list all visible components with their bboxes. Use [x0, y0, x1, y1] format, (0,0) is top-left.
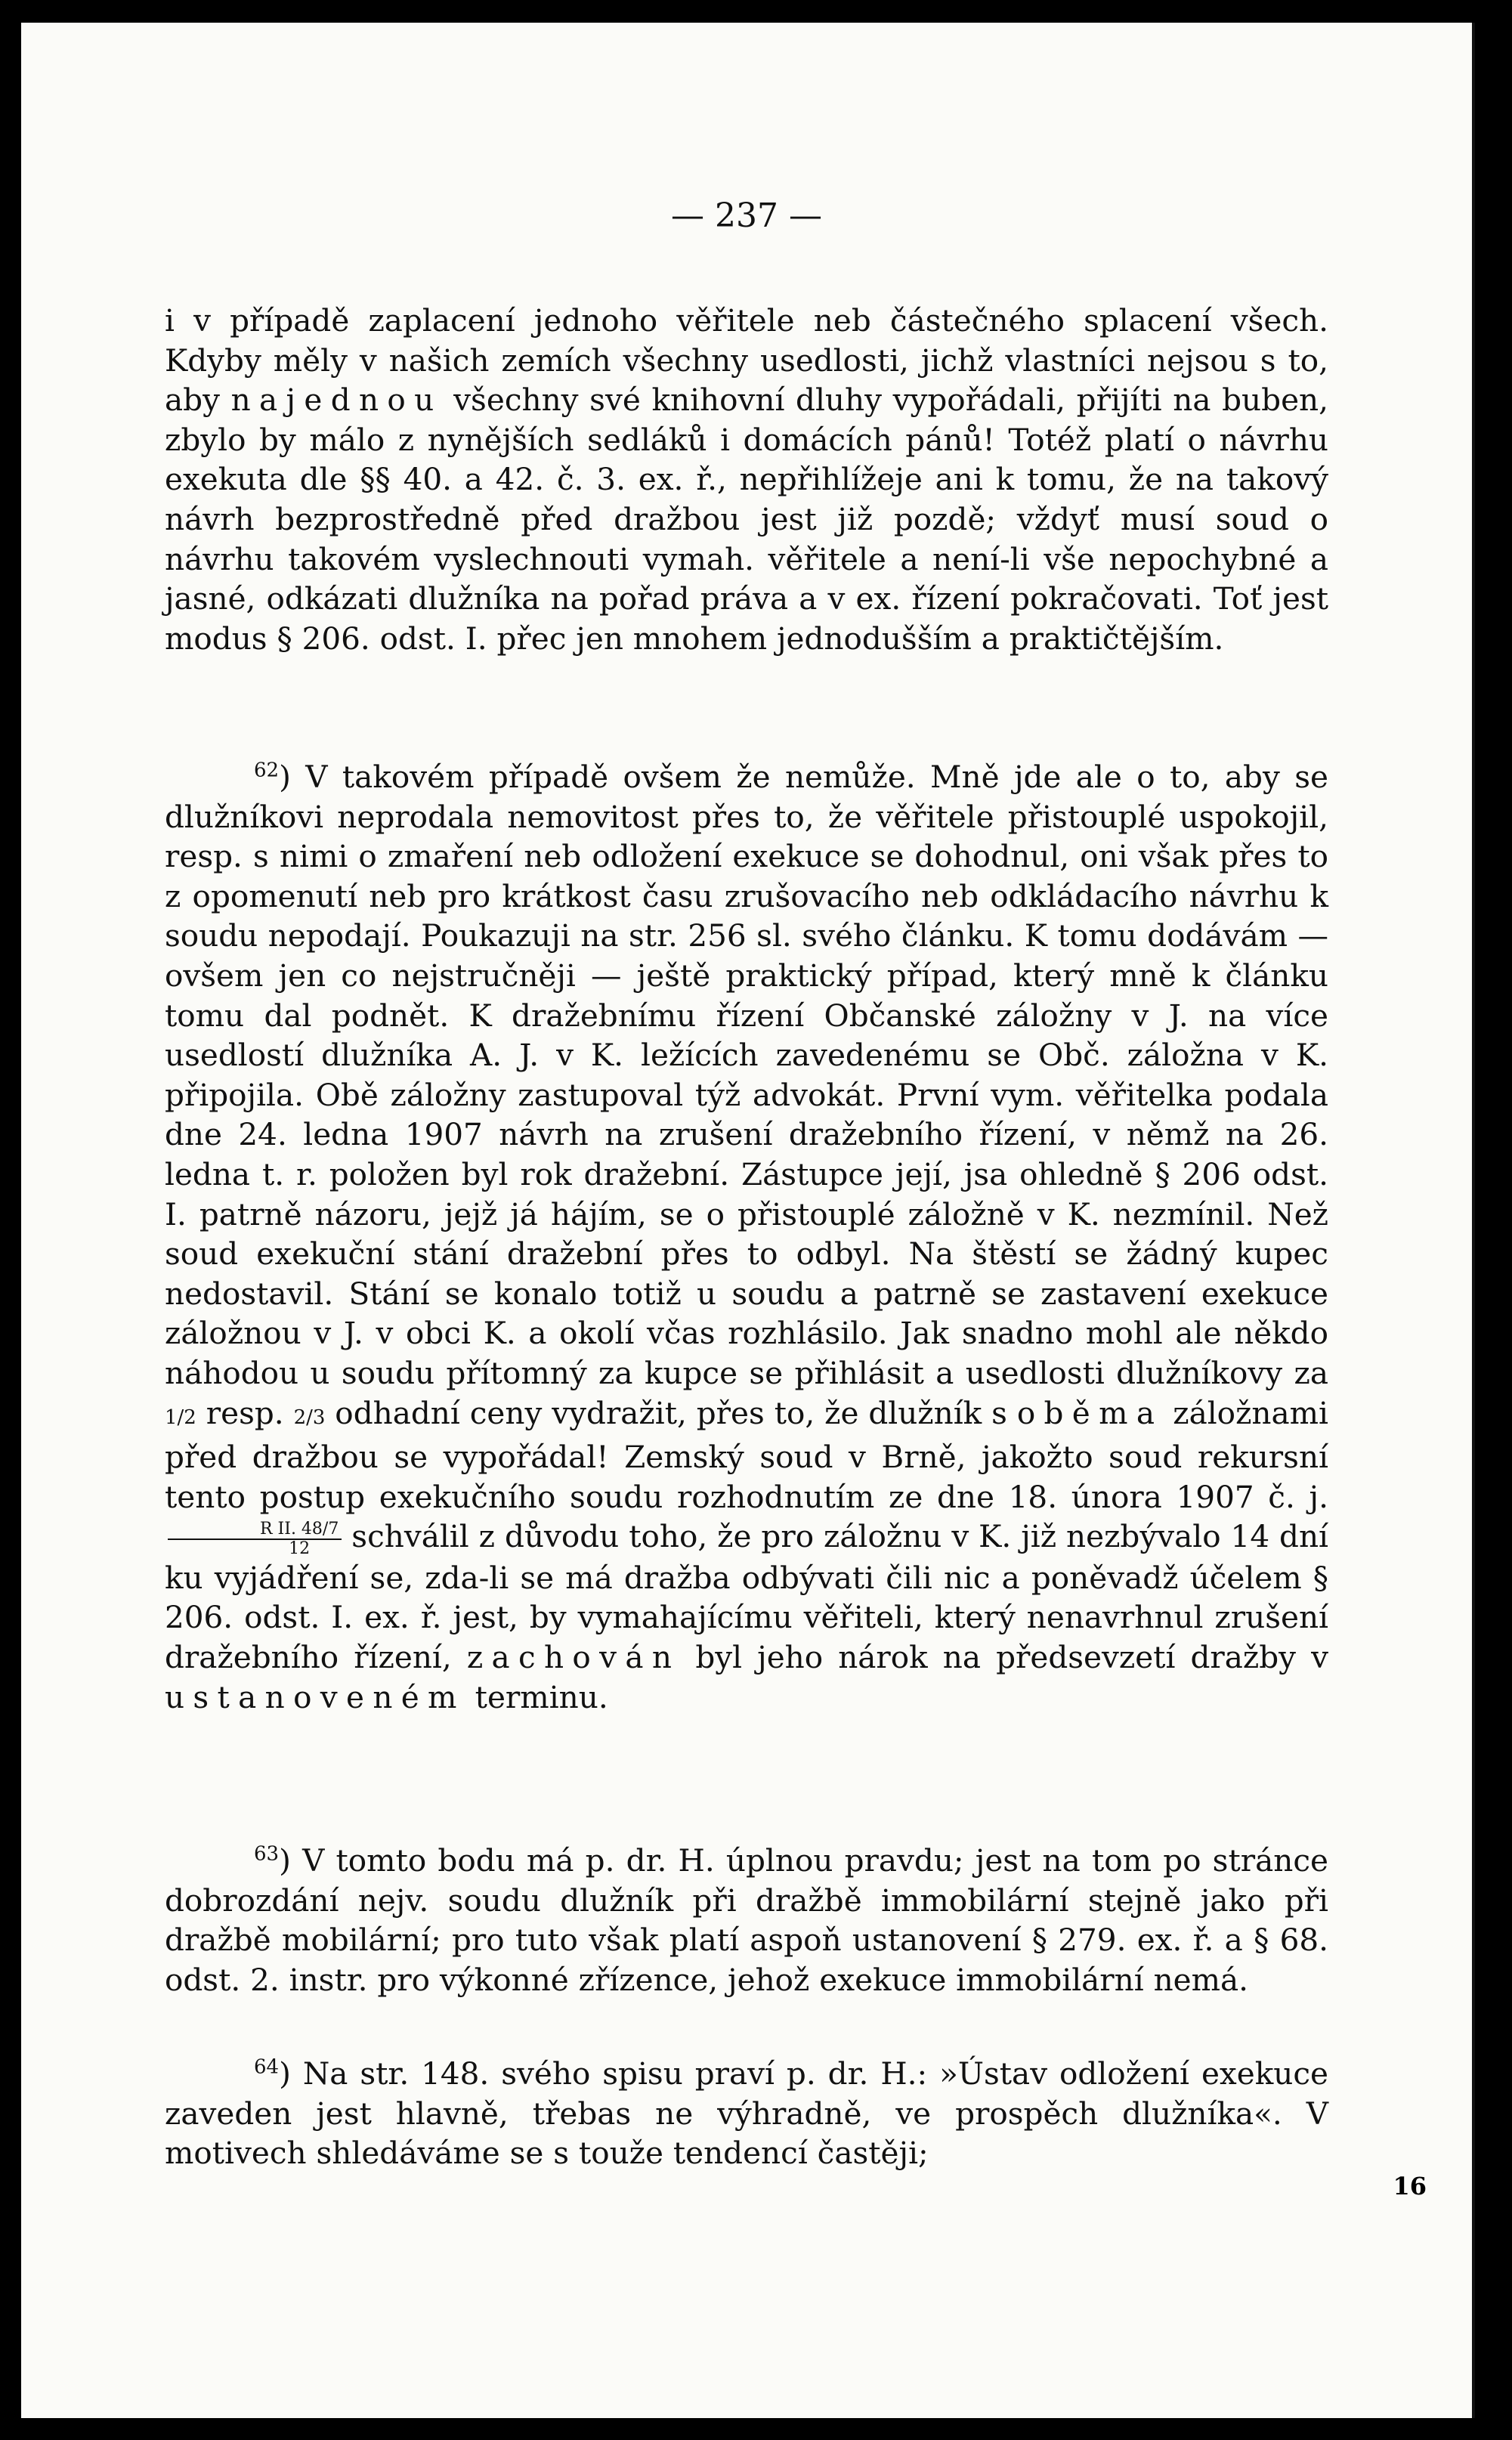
ratio-denominator: 12: [289, 1539, 311, 1558]
p2-text-g: terminu.: [465, 1678, 608, 1715]
footnote-marker: 62: [254, 759, 280, 782]
footnote-64: [165, 2054, 1328, 2173]
spaced-word: zachován: [466, 1638, 681, 1675]
p4-text: ) Na str. 148. svého spisu praví p. dr. H.: »Ústav odložení exekuce zaveden jest hlavně, třebas ne výhradně, ve prospěch dlužníka«. V motivech shledáváme se s touže tendencí častěji;: [165, 2055, 1328, 2172]
p2-text-b: resp.: [196, 1394, 294, 1431]
p2-text-a: ) V takovém případě ovšem že nemůže. Mně jde ale o to, aby se dlužníkovi neprodala nemovitost přes to, že věřitele přistouplé uspokojil, resp. s nimi o zmaření neb odložení exekuce se dohodnul, oni však přes to z opomenutí neb pro krátkost času zrušovacího neb odkládacího návrhu k soudu nepodají. Poukazuji na str. 256 sl. svého článku. K tomu dodávám — ovšem jen co nejstručněji — ještě praktický případ, který mně k článku tomu dal podnět. K dražebnímu řízení Občanské záložny v J. na více usedlostí dlužníka A. J. v K. ležících zavedenému se Obč. záložna v K. připojila. Obě záložny zastupoval týž advokát. První vym. věřitelka podala dne 24. ledna 1907 návrh na zrušení dražebního řízení, v němž na 26. ledna t. r. položen byl rok dražební. Zástupce její, jsa ohledně § 206 odst. I. patrně názoru, jejž já hájím, se o přistouplé záložně v K. nezmínil. Než soud exekuční stání dražební přes to odbyl. Na štěstí se žádný kupec nedostavil. Stání se konalo totiž u soudu a patrně se zastavení exekuce záložnou v J. v obci K. a okolí včas rozhlásilo. Jak snadno mohl ale někdo náhodou u soudu přítomný za kupce se přihlásit a usedlosti dlužníkovy za: [165, 759, 1328, 1391]
fraction: 2/3: [293, 1406, 326, 1429]
p2-text-f: byl jeho nárok na předsevzetí dražby v: [680, 1638, 1328, 1675]
ratio-numerator: R II. 48/7: [168, 1520, 342, 1540]
p3-text: ) V tomto bodu má p. dr. H. úplnou pravdu; jest na tom po stránce dobrozdání nejv. soudu dlužník při dražbě immobilární stejně jako při dražbě mobilární; pro tuto však platí aspoň ustanovení § 279. ex. ř. a § 68. odst. 2. instr. pro výkonné zřízence, jehož exekuce immobilární nemá.: [165, 1842, 1328, 1998]
p2-text-d: záložnami před dražbou se vypořádal! Zemský soud v Brně, jakožto soud rekursní tento postup exekučního soudu rozhodnutím ze dne 18. února 1907 č. j.: [165, 1394, 1328, 1515]
spaced-word: ustanoveném: [165, 1678, 465, 1715]
spaced-word: najednou: [230, 382, 443, 419]
p2-text-c: odhadní ceny vydražit, přes to, že dlužník s: [325, 1394, 1017, 1431]
footnote-63: [165, 1841, 1328, 1999]
case-number-fraction: [168, 1520, 342, 1558]
p2-text-e: schválil z důvodu toho, že pro záložnu v K. již nezbývalo 14 dní ku vyjádření se, zda-li se má dražba odbývati čili nic a poněvadž účelem § 206. odst. I. ex. ř. jest, by vymahajícímu věřiteli, který nenavrhnul zrušení dražebního řízení,: [165, 1518, 1328, 1675]
paragraph-continuation: [165, 301, 1328, 658]
footnote-marker: 64: [254, 2055, 280, 2079]
footnote-62: [165, 757, 1328, 1717]
p1-text-2: všechny své knihovní dluhy vypořádali, přijíti na buben, zbylo by málo z nynějších sedláků i domácích pánů! Totéž platí o návrhu exekuta dle §§ 40. a 42. č. 3. ex. ř., nepřihlížeje ani k tomu, že na takový návrh bezprostředně před dražbou jest již pozdě; vždyť musí soud o návrhu takovém vyslechnouti vymah. věřitele a není-li vše nepochybné a jasné, odkázati dlužníka na pořad práva a v ex. řízení pokračovati. Toť jest modus § 206. odst. I. přec jen mnohem jednodušším a praktičtějším.: [165, 382, 1328, 657]
spaced-word: oběma: [1016, 1394, 1164, 1431]
p1-text: i v případě zaplacení jednoho věřitele neb částečného splacení všech. Kdyby měly v našich zemích všechny usedlosti, jichž vlastníci nejsou s to, aby: [165, 302, 1328, 419]
footnote-marker: 63: [254, 1842, 280, 1866]
book-page: [21, 23, 1475, 2418]
signature-mark: 16: [1393, 2172, 1427, 2200]
fraction: 1/2: [165, 1406, 196, 1429]
page-number: — 237 —: [671, 196, 822, 235]
